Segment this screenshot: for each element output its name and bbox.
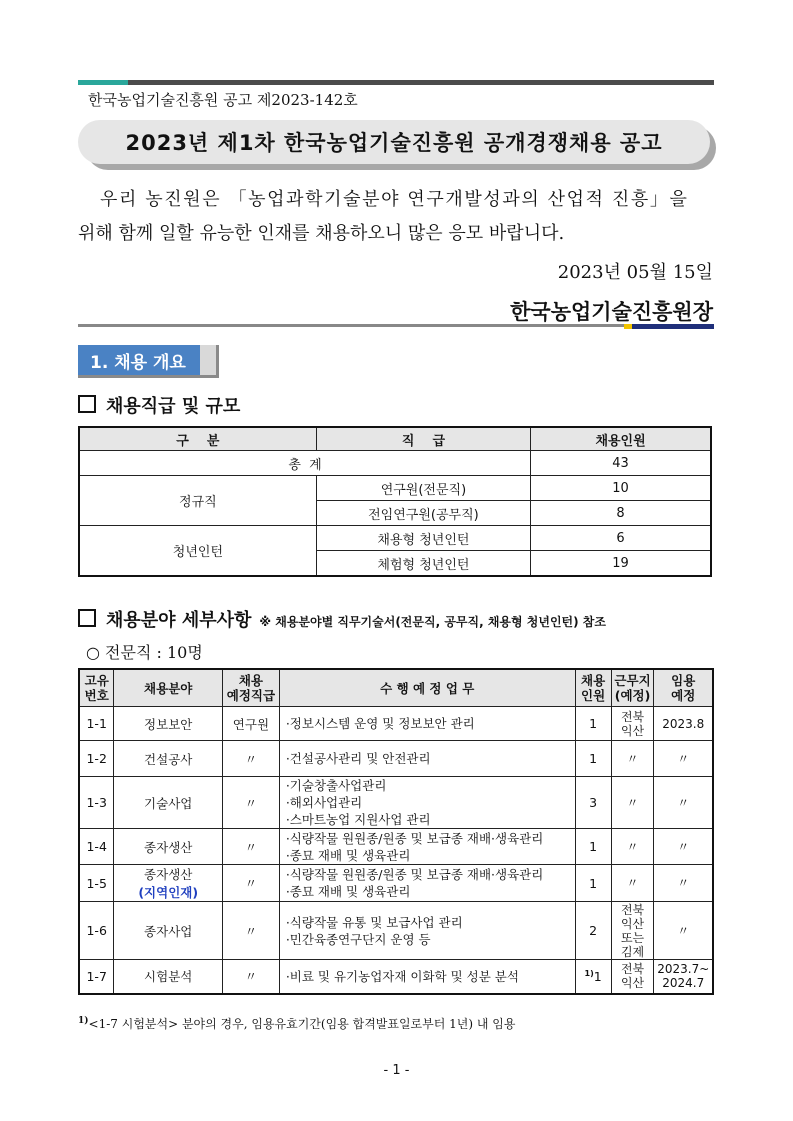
footnote-text: <1-7 시험분석> 분야의 경우, 임용유효기간(임용 합격발표일로부터 1년) 내 임용	[88, 1017, 516, 1031]
table-header-row	[79, 669, 713, 707]
count-value: 1	[589, 875, 598, 891]
location-line: 〃	[626, 839, 639, 854]
count-cell: 8	[531, 501, 711, 526]
field-cell	[114, 707, 223, 741]
detail-table	[78, 668, 714, 995]
field-name: 종자사업	[144, 923, 193, 939]
row-id: 1-5	[79, 865, 114, 902]
col-header-grade-l2: 예정직급	[226, 688, 276, 703]
table-row	[79, 526, 711, 551]
notice-number: 한국농업기술진흥원 공고 제2023-142호	[88, 91, 358, 109]
total-label: 총 계	[79, 451, 531, 476]
page-number: - 1 -	[383, 1063, 410, 1078]
location-cell	[611, 960, 654, 994]
location-cell	[611, 777, 654, 829]
row-id: 1-4	[79, 829, 114, 865]
grade-cell: 체험형 청년인턴	[316, 551, 530, 577]
field-name: 종자생산	[144, 867, 193, 882]
scale-table	[78, 426, 712, 577]
duties-cell	[279, 741, 575, 777]
duty-item: ·민간육종연구단지 운영 등	[285, 931, 431, 947]
duty-item: ·식량작물 원원종/원종 및 보급종 재배·생육관리	[285, 867, 544, 882]
table-row	[79, 960, 713, 994]
table-row	[79, 707, 713, 741]
group-name: 청년인턴	[79, 526, 316, 577]
col-header-id-l2: 번호	[84, 688, 109, 703]
grade-cell: 〃	[223, 865, 280, 902]
col-header-duties: 수 행 예 정 업 무	[279, 669, 575, 707]
subheading-detail	[78, 606, 606, 632]
appoint-cell	[654, 902, 713, 960]
duties-cell	[279, 960, 575, 994]
count-cell	[575, 741, 611, 777]
subheading-scale-text: 채용직급 및 규모	[106, 396, 241, 417]
grade-cell: 채용형 청년인턴	[316, 526, 530, 551]
field-cell	[114, 902, 223, 960]
title-banner	[78, 120, 710, 164]
col-header-grade	[223, 669, 280, 707]
grade-cell: 〃	[223, 777, 280, 829]
appoint-cell	[654, 960, 713, 994]
row-id: 1-3	[79, 777, 114, 829]
duty-item: ·식량작물 유통 및 보급사업 관리	[285, 914, 463, 930]
location-line: 〃	[626, 795, 639, 810]
table-row	[79, 829, 713, 865]
subheading-scale	[78, 392, 240, 418]
col-header-category: 구 분	[79, 427, 316, 451]
count-cell	[575, 829, 611, 865]
table-row	[79, 476, 711, 501]
duty-item: ·비료 및 유기농업자재 이화학 및 성분 분석	[285, 968, 519, 984]
count-value: 1	[589, 839, 598, 854]
count-cell: 6	[531, 526, 711, 551]
col-header-grade: 직 급	[316, 427, 530, 451]
checkbox-square-icon	[78, 609, 96, 627]
duty-item: ·종묘 재배 및 생육관리	[285, 884, 411, 899]
table-row	[79, 741, 713, 777]
location-line: 익산	[620, 723, 645, 738]
col-header-count-l1: 채용	[581, 673, 606, 688]
intro-paragraph	[78, 183, 718, 251]
count-cell: 10	[531, 476, 711, 501]
duty-item: ·건설공사관리 및 안전관리	[285, 751, 431, 766]
separator-accent-navy	[632, 324, 714, 329]
location-line: 전북	[620, 902, 645, 917]
footnote	[78, 1015, 515, 1032]
top-rule	[78, 80, 714, 85]
count-footnote-mark: 1)	[584, 968, 594, 978]
footnote-mark: 1)	[78, 1016, 89, 1026]
field-name: 기술사업	[144, 795, 193, 811]
field-name: 건설공사	[144, 751, 193, 767]
count-cell	[575, 707, 611, 741]
location-line: 〃	[626, 751, 639, 766]
duty-item: ·정보시스템 운영 및 정보보안 관리	[285, 716, 475, 731]
location-line: 익산	[620, 916, 645, 931]
col-header-count	[575, 669, 611, 707]
duties-cell	[279, 777, 575, 829]
duty-item: ·해외사업관리	[285, 795, 363, 810]
appoint-line: 〃	[677, 839, 690, 854]
intro-line-2: 위해 함께 일할 유능한 인재를 채용하오니 많은 응모 바랍니다.	[78, 223, 565, 244]
count-cell	[575, 960, 611, 994]
location-cell	[611, 741, 654, 777]
grade-cell: 연구원	[223, 707, 280, 741]
total-value: 43	[531, 451, 711, 476]
field-cell	[114, 960, 223, 994]
location-cell	[611, 707, 654, 741]
duties-cell	[279, 829, 575, 865]
appoint-cell	[654, 829, 713, 865]
issuer: 한국농업기술진흥원장	[510, 300, 713, 324]
col-header-field: 채용분야	[114, 669, 223, 707]
appoint-line: 〃	[677, 876, 690, 890]
field-cell	[114, 829, 223, 865]
category-line: ○ 전문직 : 10명	[86, 643, 203, 662]
duties-cell	[279, 865, 575, 902]
appoint-cell	[654, 707, 713, 741]
col-header-id	[79, 669, 114, 707]
grade-cell: 전임연구원(공무직)	[316, 501, 530, 526]
appoint-cell	[654, 865, 713, 902]
count-cell: 19	[531, 551, 711, 577]
appoint-line: 〃	[677, 923, 690, 938]
subheading-detail-text: 채용분야 세부사항	[106, 610, 252, 631]
location-line: 전북	[620, 709, 645, 724]
separator-accent-yellow	[624, 324, 632, 329]
group-name: 정규직	[79, 476, 316, 526]
location-line: 김제	[620, 944, 645, 959]
count-cell	[575, 902, 611, 960]
table-row	[79, 865, 713, 902]
table-row-total	[79, 451, 711, 476]
field-name: 정보보안	[144, 716, 193, 732]
appoint-cell	[654, 741, 713, 777]
col-header-count-l2: 인원	[581, 688, 606, 703]
col-header-appoint-l2: 예정	[671, 688, 696, 703]
grade-cell: 〃	[223, 829, 280, 865]
appoint-cell	[654, 777, 713, 829]
duties-cell	[279, 707, 575, 741]
table-row	[79, 902, 713, 960]
appoint-line: 2023.8	[662, 716, 705, 731]
location-line: 익산	[620, 976, 645, 991]
table-row	[79, 777, 713, 829]
row-id: 1-6	[79, 902, 114, 960]
col-header-grade-l1: 채용	[238, 673, 263, 688]
field-cell	[114, 741, 223, 777]
location-line: 〃	[626, 876, 639, 890]
count-value: 2	[589, 923, 598, 938]
top-rule-accent	[78, 80, 128, 85]
section-heading	[78, 345, 219, 378]
separator-rule	[78, 324, 714, 327]
field-name: 종자생산	[144, 839, 193, 855]
location-line: 또는	[620, 930, 645, 945]
intro-line-1: 우리 농진원은 「농업과학기술분야 연구개발성과의 산업적 진흥」을	[100, 189, 689, 210]
page-title: 2023년 제1차 한국농업기술진흥원 공개경쟁채용 공고	[125, 131, 663, 155]
col-header-appoint-l1: 임용	[671, 673, 696, 688]
row-id: 1-1	[79, 707, 114, 741]
section-title: 1. 채용 개요	[78, 345, 200, 375]
checkbox-square-icon	[78, 395, 96, 413]
grade-cell: 〃	[223, 902, 280, 960]
field-cell	[114, 777, 223, 829]
detail-table-body	[79, 707, 713, 994]
location-line: 전북	[620, 962, 645, 977]
row-id: 1-2	[79, 741, 114, 777]
appoint-line: 〃	[677, 751, 690, 766]
count-value: 1	[593, 968, 602, 984]
count-value: 1	[589, 751, 598, 766]
col-header-location-l1: 근무지	[614, 673, 651, 688]
notice-date: 2023년 05월 15일	[557, 262, 713, 283]
location-cell	[611, 865, 654, 902]
grade-cell: 〃	[223, 741, 280, 777]
field-cell	[114, 865, 223, 902]
table-header-row	[79, 427, 711, 451]
field-name: 시험분석	[144, 969, 193, 985]
duty-item: ·종묘 재배 및 생육관리	[285, 847, 411, 863]
col-header-appoint	[654, 669, 713, 707]
duty-item: ·식량작물 원원종/원종 및 보급종 재배·생육관리	[285, 830, 544, 846]
grade-cell: 연구원(전문직)	[316, 476, 530, 501]
field-note: (지역인재)	[138, 885, 199, 900]
col-header-location	[611, 669, 654, 707]
subheading-detail-note: ※ 채용분야별 직무기술서(전문직, 공무직, 채용형 청년인턴) 참조	[259, 615, 606, 629]
duties-cell	[279, 902, 575, 960]
appoint-line: 〃	[677, 795, 690, 810]
duty-item: ·스마트농업 지원사업 관리	[285, 812, 431, 827]
col-header-id-l1: 고유	[84, 673, 109, 688]
col-header-location-l2: (예정)	[614, 688, 651, 703]
count-value: 1	[589, 716, 598, 731]
appoint-line: 2024.7	[662, 976, 705, 991]
duty-item: ·기술창출사업관리	[285, 778, 387, 793]
grade-cell: 〃	[223, 960, 280, 994]
count-cell	[575, 865, 611, 902]
location-cell	[611, 829, 654, 865]
count-cell	[575, 777, 611, 829]
row-id: 1-7	[79, 960, 114, 994]
col-header-count: 채용인원	[531, 427, 711, 451]
appoint-line: 2023.7~	[657, 962, 710, 977]
location-cell	[611, 902, 654, 960]
count-value: 3	[589, 795, 598, 810]
